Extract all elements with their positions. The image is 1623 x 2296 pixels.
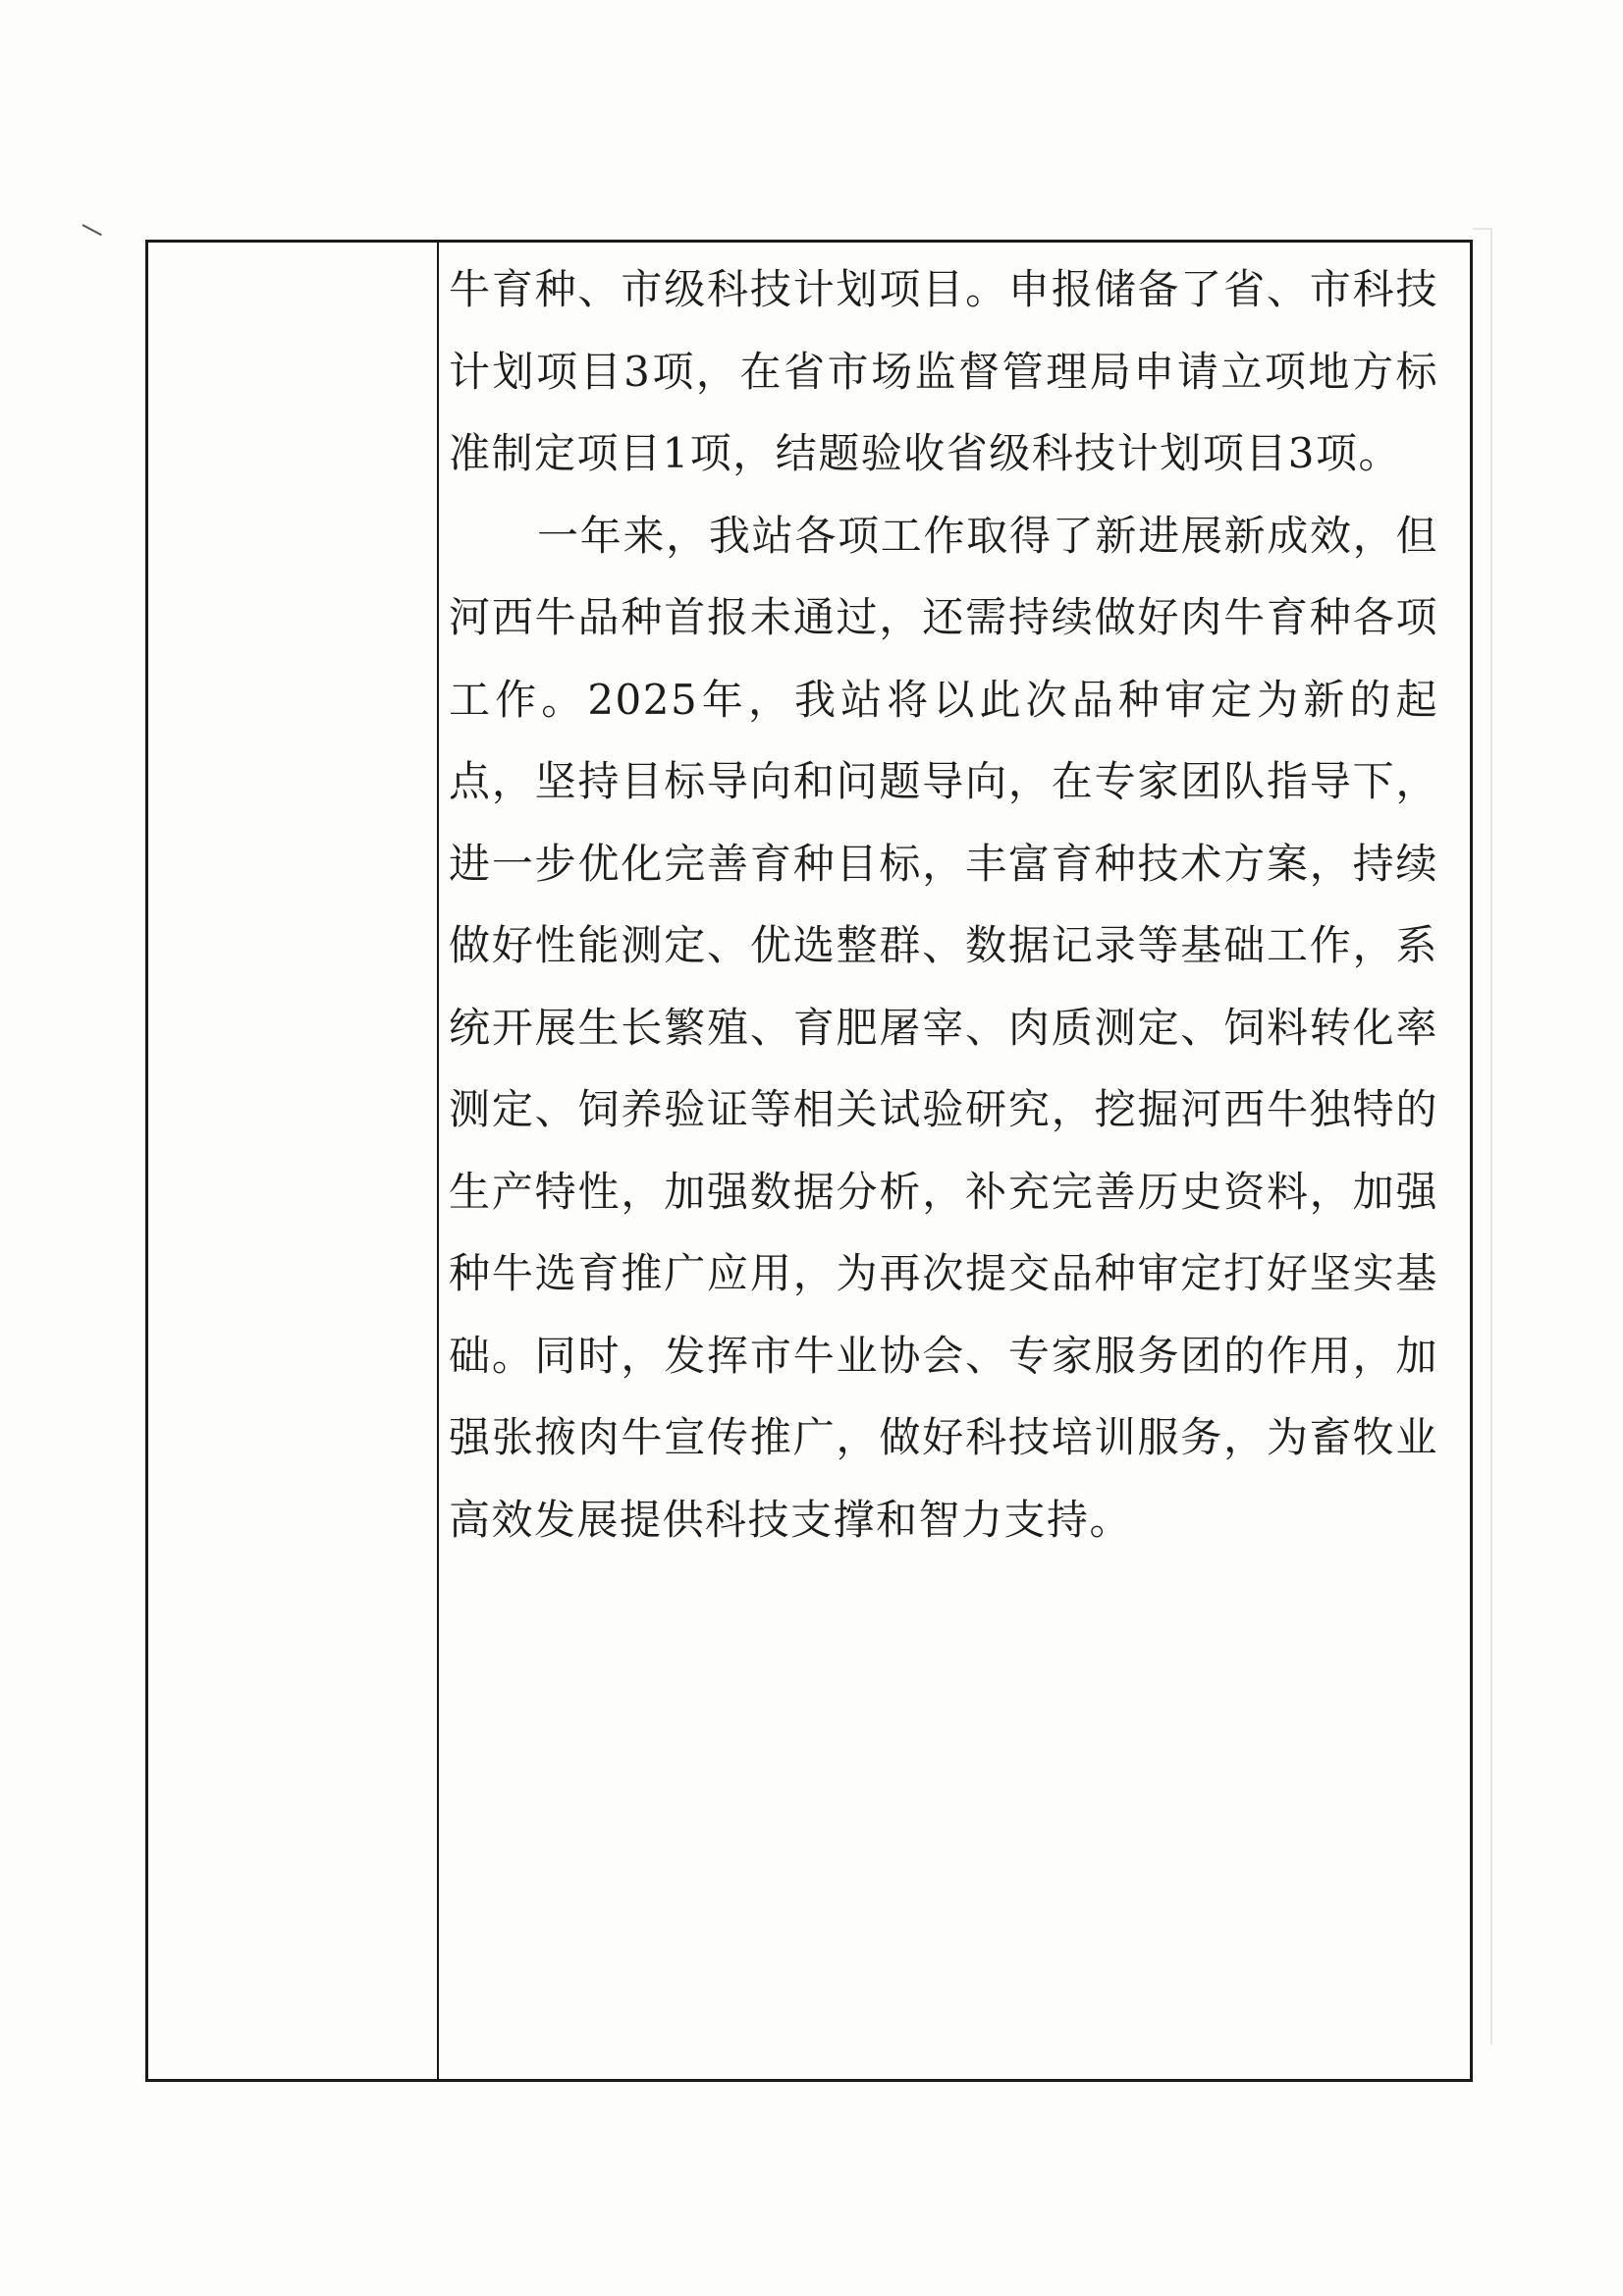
paragraph-project-summary: 牛育种、市级科技计划项目。申报储备了省、市科技计划项目3项，在省市场监督管理局申请立项地方标准制定项目1项，结题验收省级科技计划项目3项。	[449, 265, 1438, 477]
table-content-cell	[439, 243, 1470, 2079]
paragraph-annual-plan: 一年来，我站各项工作取得了新进展新成效，但河西牛品种首报未通过，还需持续做好肉牛育种各项工作。2025年，我站将以此次品种审定为新的起点，坚持目标导向和问题导向，在专家团队指导下，进一步优化完善育种目标，丰富育种技术方案，持续做好性能测定、优选整群、数据记录等基础工作，系统开展生长繁殖、育肥屠宰、肉质测定、饲料转化率测定、饲养验证等相关试验研究，挖掘河西牛独特的生产特性，加强数据分析，补充完善历史资料，加强种牛选育推广应用，为再次提交品种审定打好坚实基础。同时，发挥市牛业协会、专家服务团的作用，加强张掖肉牛宣传推广，做好科技培训服务，为畜牧业高效发展提供科技支撑和智力支持。	[449, 511, 1438, 1544]
scan-mark	[82, 224, 102, 236]
report-form-table	[145, 240, 1473, 2082]
table-label-column	[148, 243, 439, 2079]
show-through-frame	[1473, 228, 1492, 2045]
